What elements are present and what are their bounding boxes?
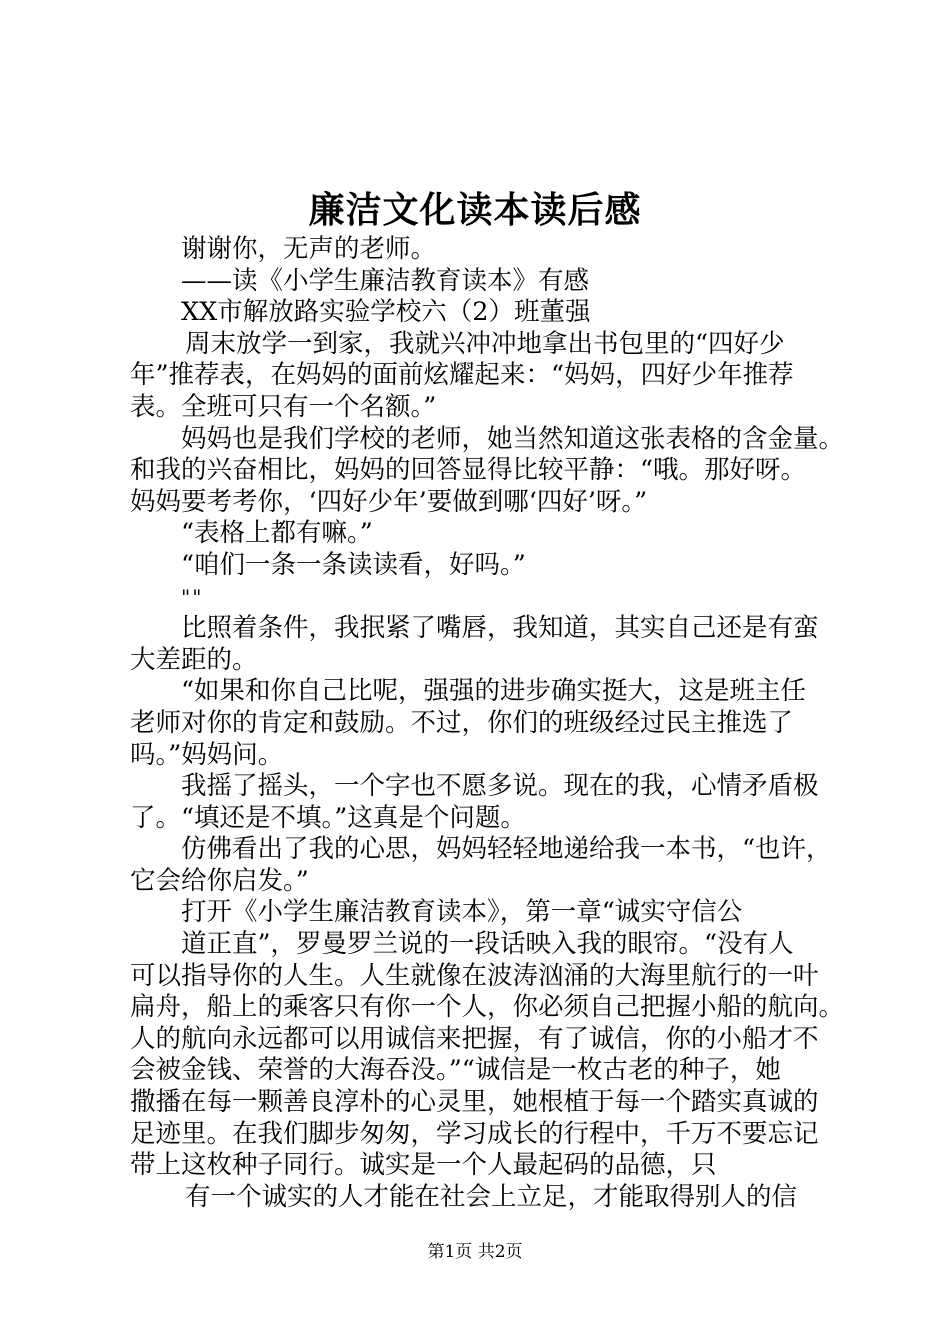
text-line: 打开《小学生廉洁教育读本》，第一章“诚实守信公 (181, 897, 743, 928)
text-line: 周末放学一到家，我就兴冲冲地拿出书包里的“四好少 (185, 328, 785, 359)
text-line: 它会给你启发。” (130, 865, 309, 896)
text-line: “咱们一条一条读读看，好吗。” (181, 549, 526, 580)
text-line: 有一个诚实的人才能在社会上立足，才能取得别人的信 (185, 1181, 798, 1212)
text-line: 带上这枚种子同行。诚实是一个人最起码的品德，只 (130, 1150, 717, 1181)
text-line: 老师对你的肯定和鼓励。不过，你们的班级经过民主推选了 (130, 707, 794, 738)
text-line: 谢谢你，无声的老师。 (181, 234, 437, 264)
text-line: 年”推荐表，在妈妈的面前炫耀起来：“妈妈，四好少年推荐 (130, 360, 794, 391)
text-line: 和我的兴奋相比，妈妈的回答显得比较平静：“哦。那好呀。 (130, 455, 807, 486)
page-footer: 第1页 共2页 (427, 1242, 523, 1262)
text-line: 会被金钱、荣誉的大海吞没。”“诚信是一枚古老的种子，她 (130, 1055, 781, 1086)
text-line: 妈妈也是我们学校的老师，她当然知道这张表格的含金量。 (181, 423, 845, 454)
text-line: 撒播在每一颗善良淳朴的心灵里，她根植于每一个踏实真诚的 (130, 1087, 819, 1118)
text-line: 比照着条件，我抿紧了嘴唇，我知道，其实自己还是有蛮 (181, 613, 819, 644)
text-line: 人的航向永远都可以用诚信来把握，有了诚信，你的小船才不 (130, 1023, 819, 1054)
document-body (130, 234, 845, 1213)
text-line: 表。全班可只有一个名额。” (130, 391, 437, 422)
text-line: 道正直”，罗曼罗兰说的一段话映入我的眼帘。“没有人 (181, 929, 794, 960)
text-line: 扁舟，船上的乘客只有你一个人，你必须自己把握小船的航向。 (130, 992, 845, 1023)
text-line: 妈妈要考考你，‘四好少年’要做到哪‘四好’呀。” (130, 486, 648, 517)
text-line: “表格上都有嘛。” (181, 518, 373, 549)
text-line: 仿佛看出了我的心思，妈妈轻轻地递给我一本书，“也许， (181, 834, 832, 865)
text-line: "" (181, 584, 204, 609)
text-line: XX市解放路实验学校六（2）班董强 (181, 297, 591, 328)
text-line: ——读《小学生廉洁教育读本》有感 (181, 265, 590, 296)
text-line: 我摇了摇头，一个字也不愿多说。现在的我，心情矛盾极 (181, 771, 819, 802)
text-line: 吗。”妈妈问。 (130, 739, 284, 770)
text-line: 可以指导你的人生。人生就像在波涛汹涌的大海里航行的一叶 (130, 960, 819, 991)
document-title: 廉洁文化读本读后感 (308, 189, 642, 231)
text-line: 了。“填还是不填。”这真是个问题。 (130, 802, 526, 833)
text-line: “如果和你自己比呢，强强的进步确实挺大，这是班主任 (181, 676, 807, 707)
text-line: 足迹里。在我们脚步匆匆，学习成长的行程中，千万不要忘记 (130, 1118, 819, 1149)
text-line: 大差距的。 (130, 644, 258, 675)
